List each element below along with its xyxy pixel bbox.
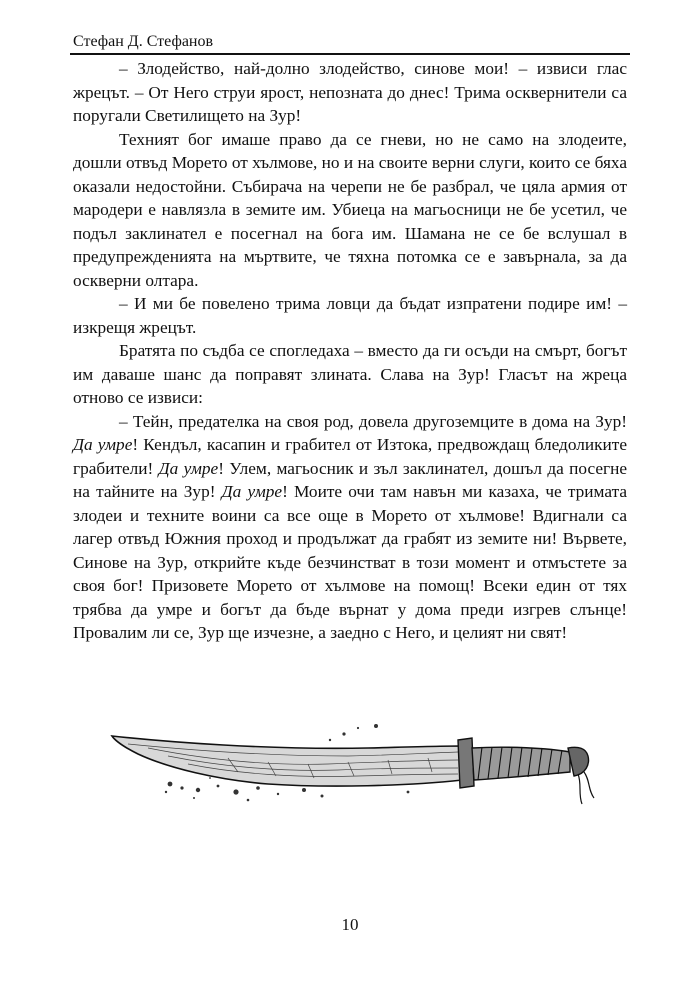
paragraph <box>73 57 627 128</box>
text-run: Техният бог имаше право да се гневи, но не само на злодеите, дошли отвъд Морето от хълмове, но и на своите верни слуги, които се бяха оказали недостойни. Събирача на черепи не бе разбрал, че цяла армия от мародери е навлязла в земите им. Убиеца на магьосници не бе усетил, че подъл заклинател е посегнал на бога им. Шамана не се бе вслушал в предупрежденията на мъртвите, че тяхна потомка се е завърнала, за да оскверни олтара. <box>73 129 627 290</box>
italic-emphasis: Да умре <box>73 435 133 454</box>
paragraph <box>73 339 627 410</box>
text-run: – И ми бе повелено трима ловци да бъдат изпратени подире им! – изкрещя жрецът. <box>73 294 627 337</box>
text-run: Братята по съдба се спогледаха – вместо да ги осъди на смърт, богът им даваше шанс да поправят злината. Слава на Зур! Гласът на жреца отново се извиси: <box>73 341 627 407</box>
paragraph <box>73 410 627 645</box>
text-run: ! Улем, магьосник и зъл заклинател, дошъл да посегне на тайните на Зур! <box>73 458 628 501</box>
italic-emphasis: Да умре <box>158 458 219 478</box>
text-run: – Злодейство, най-долно злодейство, синове мои! – извиси глас жрецът. – От Него струи ярост, непозната до днес! Трима осквернители са поругали Светилището на Зур! <box>73 59 627 125</box>
running-header: Стефан Д. Стефанов <box>73 33 214 50</box>
page-number: 10 <box>341 915 359 934</box>
text-run: – Тейн, предателка на своя род, довела другоземците в дома на Зур! <box>119 411 627 431</box>
paragraph <box>73 292 627 339</box>
italic-emphasis: Да умре <box>221 482 283 501</box>
paragraph <box>73 128 627 293</box>
dagger-icon <box>108 718 596 818</box>
text-run: ! Моите очи там навън ми казаха, че тримата злодеи и техните воини са все още в Морето от хълмове! Вдигнали са лагер отвъд Южния проход и продължат да грабят из земите ни! Вървете, Синове на Зур, открийте къде безчинстват в този момент и отмъстете за своя бог! Призовете Морето от хълмове на помощ! Всеки един от тях трябва да умре и богът да бъде върнат у дома преди изгрев слънце! Провалим ли се, Зур ще изчезне, а заедно с Него, и целият ни свят! <box>73 482 628 642</box>
body-text <box>73 57 627 645</box>
header-rule <box>70 53 630 55</box>
text-run: ! Кендъл, касапин и грабител от Изтока, предвождащ бледоликите грабители! <box>73 435 627 478</box>
